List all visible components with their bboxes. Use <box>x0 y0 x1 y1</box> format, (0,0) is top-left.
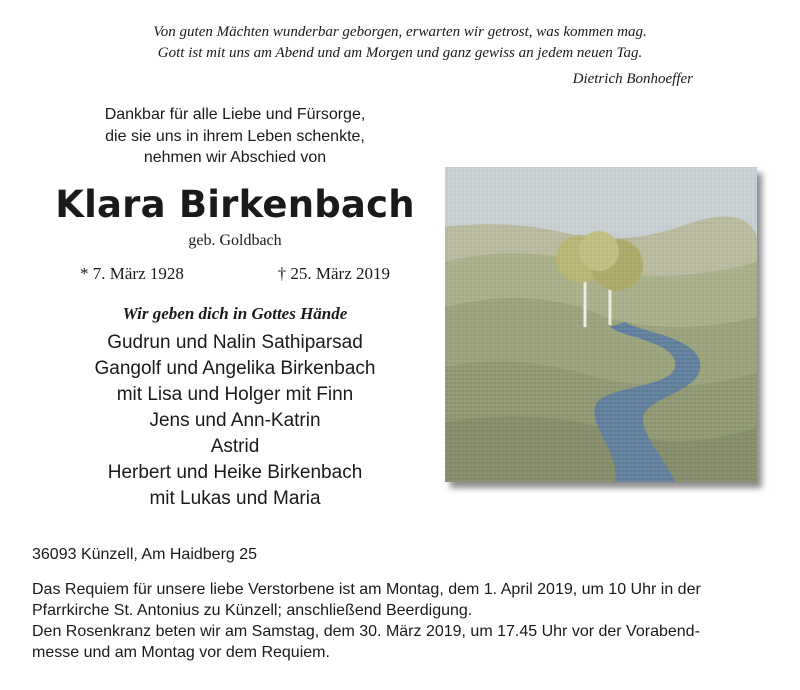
death-date: † 25. März 2019 <box>277 263 390 283</box>
mourner-line: mit Lukas und Maria <box>149 487 321 509</box>
motto: Wir geben dich in Gottes Hände <box>122 303 348 323</box>
deceased-name: Klara Birkenbach <box>55 182 415 226</box>
mourner-line: Gudrun und Nalin Sathiparsad <box>107 331 363 353</box>
birth-date: * 7. März 1928 <box>80 263 184 283</box>
intro-line: Dankbar für alle Liebe und Fürsorge, <box>104 106 366 123</box>
landscape-image <box>445 167 757 482</box>
mourner-line: Astrid <box>210 435 260 457</box>
details-line: Den Rosenkranz beten wir am Samstag, dem 30. März 2019, um 17.45 Uhr vor der Vorabend- <box>32 623 700 640</box>
intro-text <box>40 104 430 169</box>
intro-line: nehmen wir Abschied von <box>143 149 327 166</box>
mourner-line: mit Lisa und Holger mit Finn <box>116 383 354 405</box>
details-line: messe und am Montag vor dem Requiem. <box>32 644 330 661</box>
bonhoeffer-quote <box>0 22 800 64</box>
quote-author: Dietrich Bonhoeffer <box>572 71 693 87</box>
quote-line-2: Gott ist mit uns am Abend und am Morgen und ganz gewiss an jedem neuen Tag. <box>157 45 643 61</box>
landscape-picture <box>445 167 757 482</box>
announcement-column <box>40 104 430 512</box>
mourner-line: Gangolf und Angelika Birkenbach <box>94 357 376 379</box>
mourners-list <box>40 330 430 512</box>
address: 36093 Künzell, Am Haidberg 25 <box>32 546 258 563</box>
details-line: Pfarrkirche St. Antonius zu Künzell; anschließend Beerdigung. <box>32 602 473 619</box>
service-details <box>32 579 772 663</box>
life-dates <box>80 264 390 284</box>
mourner-line: Herbert und Heike Birkenbach <box>107 461 363 483</box>
quote-line-1: Von guten Mächten wunderbar geborgen, erwarten wir getrost, was kommen mag. <box>153 24 647 40</box>
maiden-name: geb. Goldbach <box>188 231 282 249</box>
intro-line: die sie uns in ihrem Leben schenkte, <box>105 127 365 145</box>
details-line: Das Requiem für unsere liebe Verstorbene ist am Montag, dem 1. April 2019, um 10 Uhr in der <box>32 581 701 598</box>
mourner-line: Jens und Ann-Katrin <box>149 409 321 431</box>
